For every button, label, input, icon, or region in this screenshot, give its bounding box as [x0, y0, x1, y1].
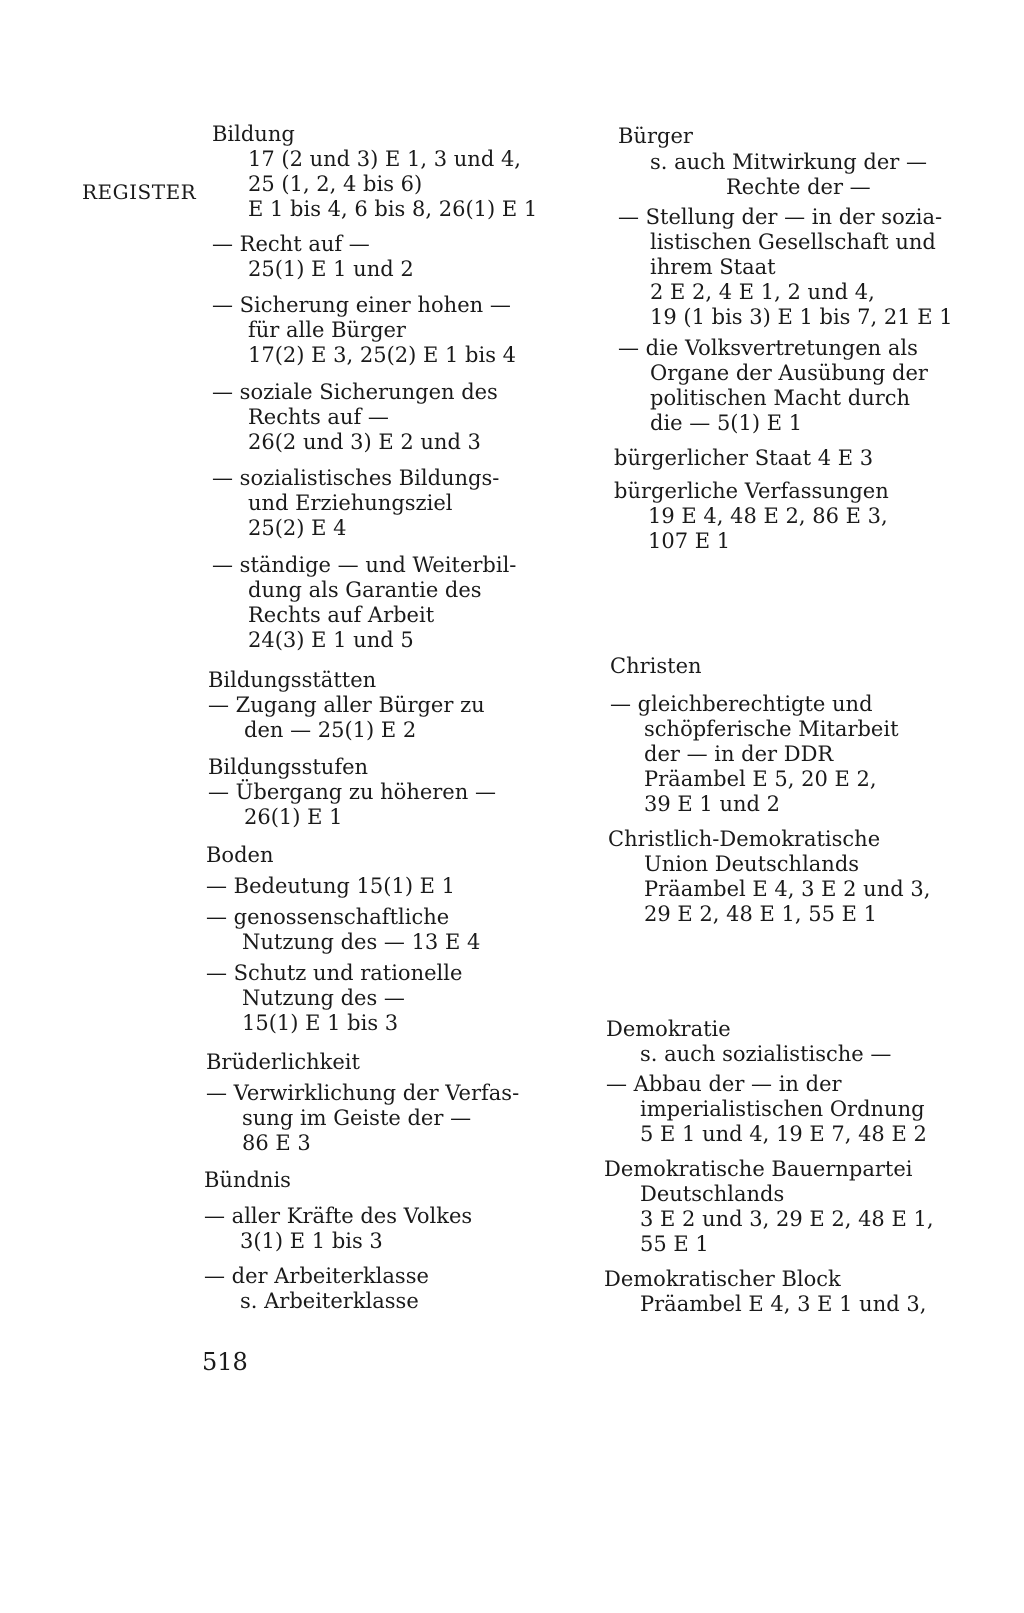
- index-line: s. auch Mitwirkung der —: [650, 150, 927, 174]
- index-line: — Zugang aller Bürger zu: [208, 693, 485, 717]
- index-line: Präambel E 4, 3 E 1 und 3,: [640, 1292, 927, 1316]
- index-line: Boden: [206, 843, 274, 867]
- index-line: imperialistischen Ordnung: [640, 1097, 925, 1121]
- index-line: — genossenschaftliche: [206, 905, 450, 929]
- index-line: Rechts auf Arbeit: [248, 603, 435, 627]
- index-line: 26(2 und 3) E 2 und 3: [248, 430, 481, 454]
- index-line: dung als Garantie des: [248, 578, 482, 602]
- index-line: listischen Gesellschaft und: [650, 230, 936, 254]
- index-line: bürgerliche Verfassungen: [614, 479, 889, 503]
- index-line: 26(1) E 1: [244, 805, 343, 829]
- index-line: Nutzung des —: [242, 986, 405, 1010]
- index-line: ihrem Staat: [650, 255, 776, 279]
- index-line: 25(2) E 4: [248, 516, 347, 540]
- index-line: Nutzung des — 13 E 4: [242, 930, 481, 954]
- index-line: s. Arbeiterklasse: [240, 1289, 419, 1313]
- index-line: 25(1) E 1 und 2: [248, 257, 414, 281]
- index-line: — aller Kräfte des Volkes: [204, 1204, 473, 1228]
- index-line: 19 E 4, 48 E 2, 86 E 3,: [648, 504, 888, 528]
- index-line: für alle Bürger: [248, 318, 406, 342]
- index-line: — Schutz und rationelle: [206, 961, 463, 985]
- index-line: Rechte der —: [726, 175, 871, 199]
- index-line: 29 E 2, 48 E 1, 55 E 1: [644, 902, 877, 926]
- index-line: 15(1) E 1 bis 3: [242, 1011, 399, 1035]
- index-line: Präambel E 5, 20 E 2,: [644, 767, 877, 791]
- index-line: s. auch sozialistische —: [640, 1042, 892, 1066]
- index-line: — die Volksvertretungen als: [618, 336, 918, 360]
- index-line: die — 5(1) E 1: [650, 411, 803, 435]
- index-line: Präambel E 4, 3 E 2 und 3,: [644, 877, 931, 901]
- index-line: Demokratie: [606, 1017, 731, 1041]
- index-line: 2 E 2, 4 E 1, 2 und 4,: [650, 280, 875, 304]
- index-line: Demokratische Bauernpartei: [604, 1157, 913, 1181]
- index-line: 24(3) E 1 und 5: [248, 628, 414, 652]
- index-line: Rechts auf —: [248, 405, 389, 429]
- index-line: — Stellung der — in der sozia-: [618, 205, 943, 229]
- register-side-label: REGISTER: [82, 180, 197, 204]
- index-line: Bildungsstätten: [208, 668, 377, 692]
- index-line: Bürger: [618, 124, 693, 148]
- index-line: — Bedeutung 15(1) E 1: [206, 874, 456, 898]
- index-line: Brüderlichkeit: [206, 1050, 360, 1074]
- index-line: 25 (1, 2, 4 bis 6): [248, 172, 423, 196]
- index-line: — Übergang zu höheren —: [208, 780, 496, 804]
- index-line: der — in der DDR: [644, 742, 834, 766]
- index-line: Bildungsstufen: [208, 755, 369, 779]
- index-line: und Erziehungsziel: [248, 491, 453, 515]
- index-line: Demokratischer Block: [604, 1267, 841, 1291]
- index-line: bürgerlicher Staat 4 E 3: [614, 446, 874, 470]
- index-line: — Sicherung einer hohen —: [212, 293, 511, 317]
- index-line: 19 (1 bis 3) E 1 bis 7, 21 E 1: [650, 305, 953, 329]
- index-line: 3 E 2 und 3, 29 E 2, 48 E 1,: [640, 1207, 934, 1231]
- index-line: 5 E 1 und 4, 19 E 7, 48 E 2: [640, 1122, 927, 1146]
- index-line: den — 25(1) E 2: [244, 718, 417, 742]
- index-line: Deutschlands: [640, 1182, 785, 1206]
- page-number: 518: [202, 1348, 248, 1376]
- index-line: — ständige — und Weiterbil-: [212, 553, 517, 577]
- index-line: — Recht auf —: [212, 232, 370, 256]
- index-line: — gleichberechtigte und: [610, 692, 873, 716]
- index-line: sung im Geiste der —: [242, 1106, 472, 1130]
- index-line: Christlich-Demokratische: [608, 827, 881, 851]
- index-line: 3(1) E 1 bis 3: [240, 1229, 383, 1253]
- index-line: — soziale Sicherungen des: [212, 380, 498, 404]
- index-line: Bildung: [212, 122, 295, 146]
- index-line: 86 E 3: [242, 1131, 311, 1155]
- index-line: Union Deutschlands: [644, 852, 860, 876]
- index-line: Organe der Ausübung der: [650, 361, 928, 385]
- index-line: — Verwirklichung der Verfas-: [206, 1081, 520, 1105]
- index-line: 17(2) E 3, 25(2) E 1 bis 4: [248, 343, 517, 367]
- index-line: 17 (2 und 3) E 1, 3 und 4,: [248, 147, 521, 171]
- index-line: Bündnis: [204, 1168, 291, 1192]
- index-line: — der Arbeiterklasse: [204, 1264, 429, 1288]
- index-line: E 1 bis 4, 6 bis 8, 26(1) E 1: [248, 197, 538, 221]
- index-line: schöpferische Mitarbeit: [644, 717, 899, 741]
- index-line: — sozialistisches Bildungs-: [212, 466, 500, 490]
- index-line: 39 E 1 und 2: [644, 792, 780, 816]
- index-line: Christen: [610, 654, 702, 678]
- index-line: — Abbau der — in der: [606, 1072, 842, 1096]
- index-line: 107 E 1: [648, 529, 731, 553]
- index-line: politischen Macht durch: [650, 386, 911, 410]
- index-line: 55 E 1: [640, 1232, 709, 1256]
